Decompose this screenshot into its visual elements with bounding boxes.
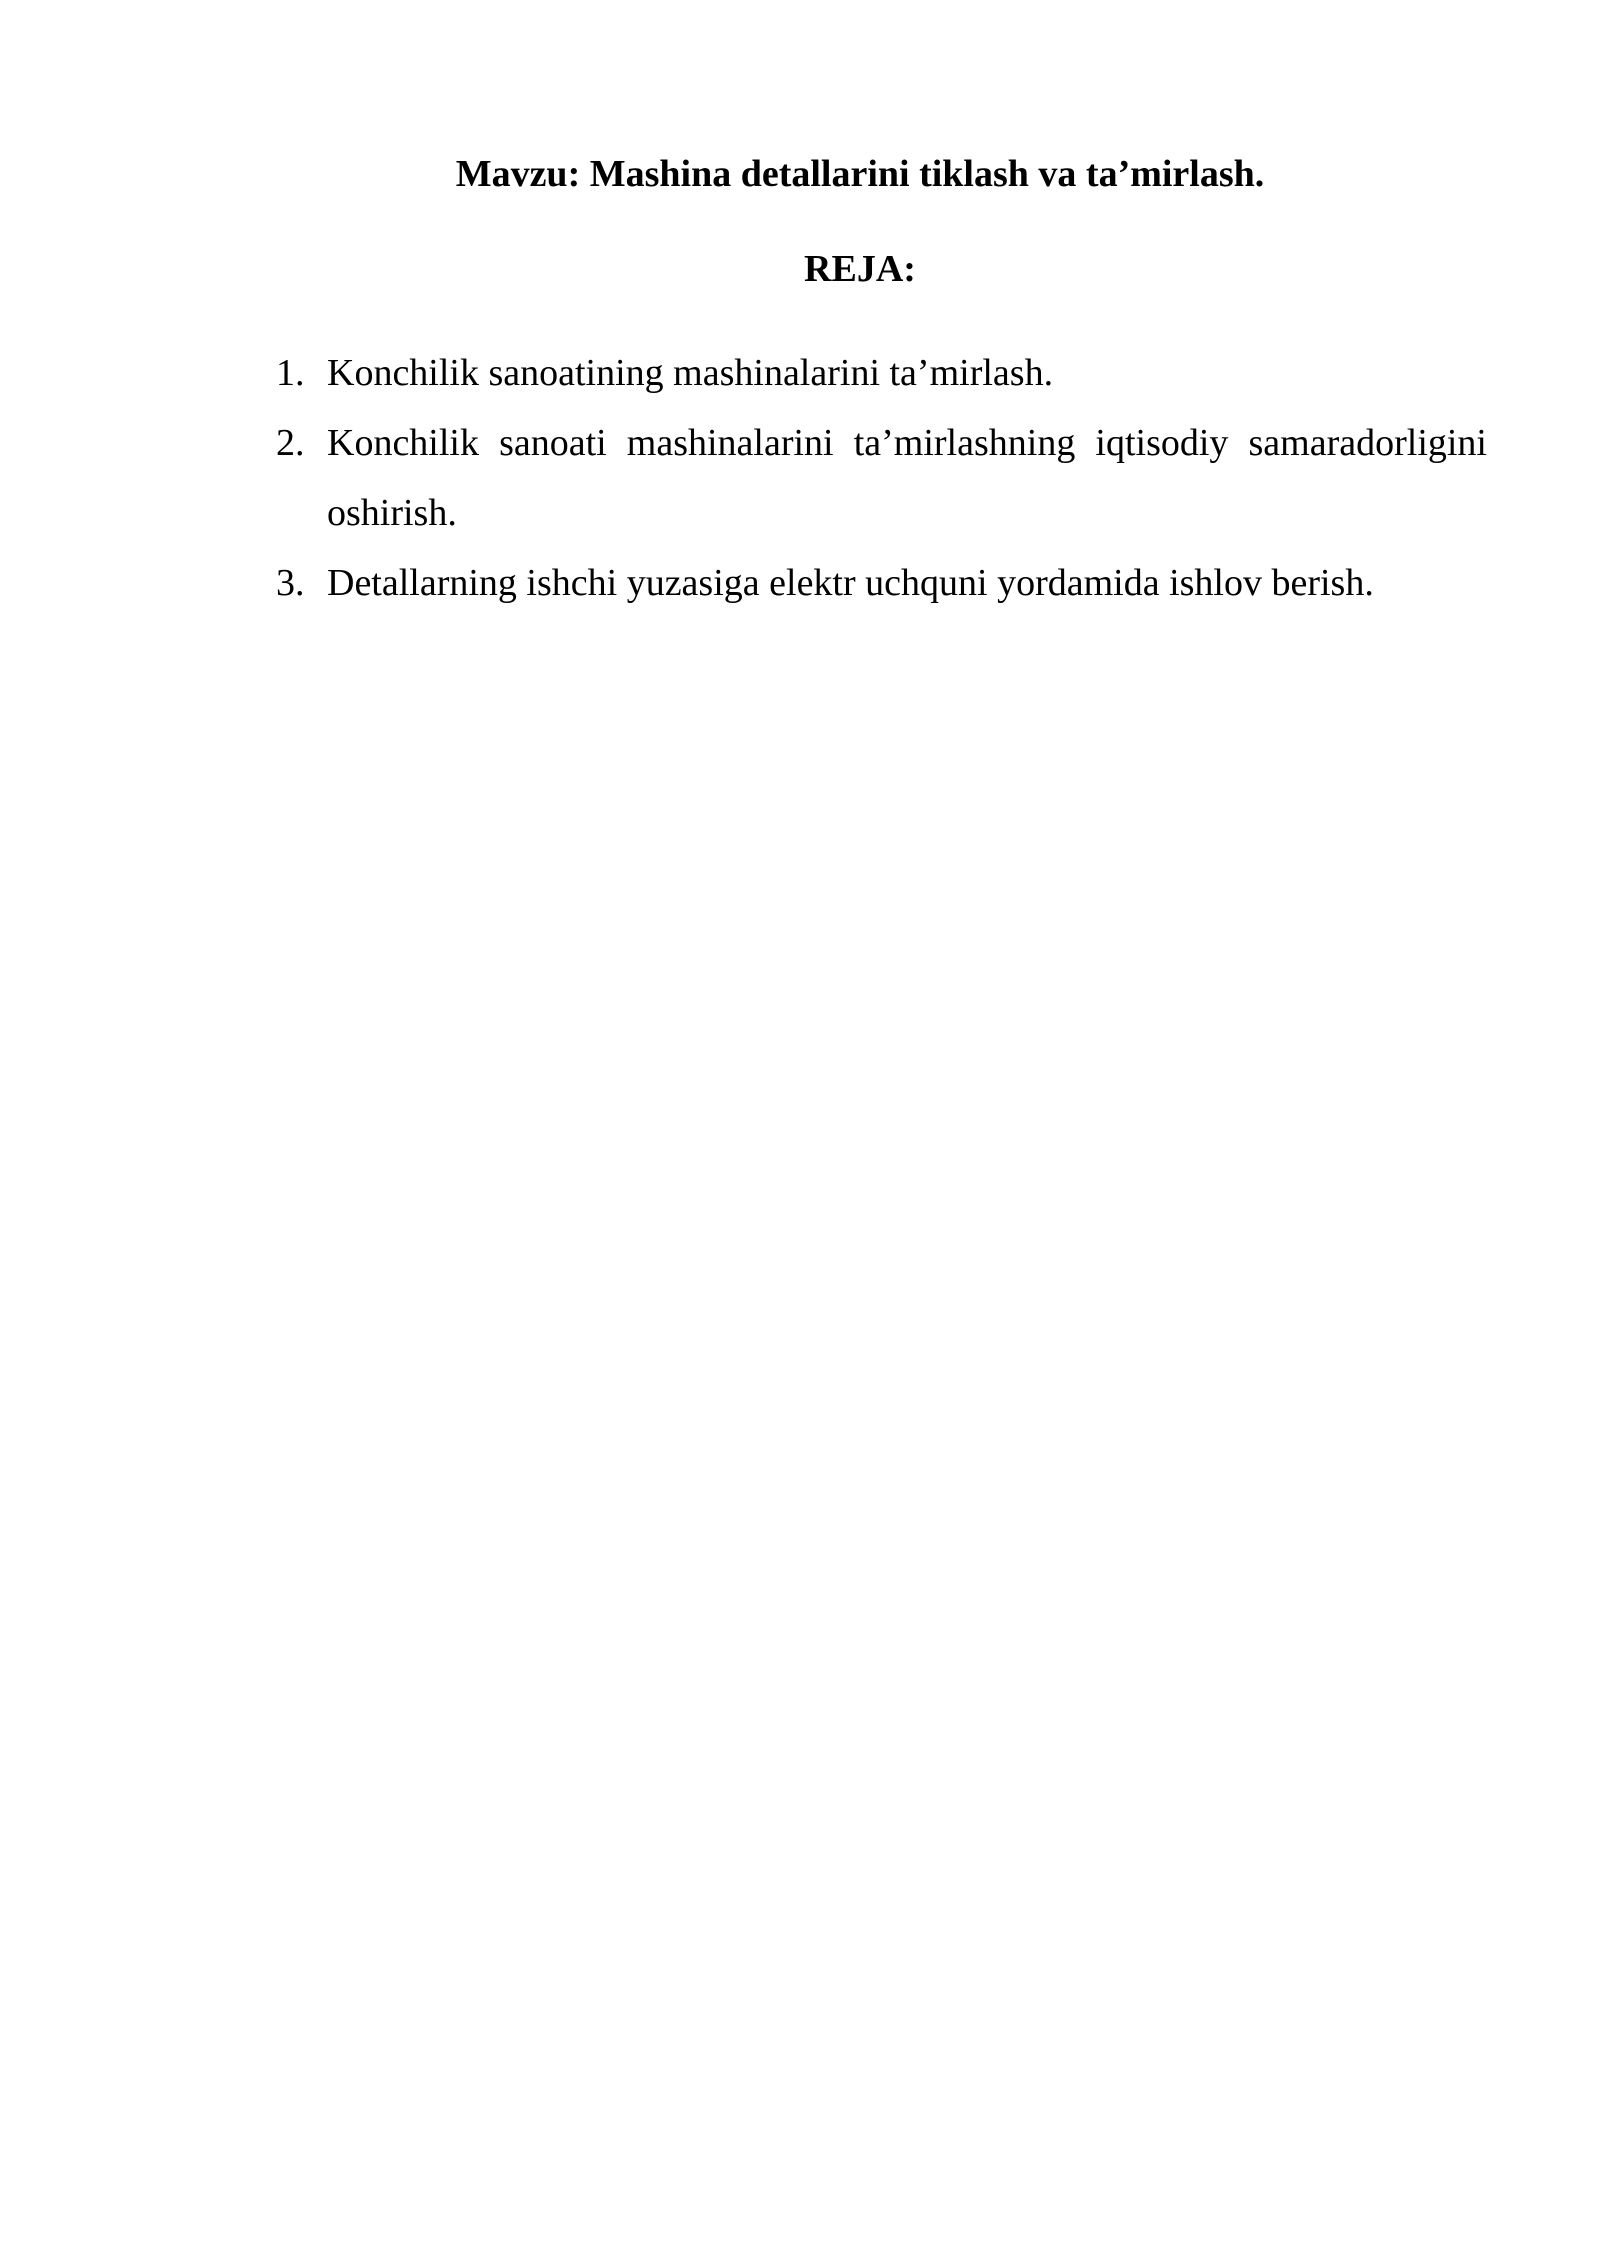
plan-item [276, 338, 1487, 408]
plan-item-text: Konchilik sanoati mashinalarini ta’mirlashning iqtisodiy samaradorligini oshirish. [327, 422, 1487, 534]
plan-item [276, 548, 1487, 618]
plan-item [276, 408, 1487, 548]
plan-heading: REJA: [804, 248, 916, 290]
plan-list [276, 338, 1487, 618]
plan-item-number: 2. [276, 422, 305, 464]
document-title: Mavzu: Mashina detallarini tiklash va ta’mirlash. [455, 153, 1265, 195]
plan-item-text: Detallarning ishchi yuzasiga elektr uchquni yordamida ishlov berish. [327, 562, 1374, 604]
plan-item-text: Konchilik sanoatining mashinalarini ta’mirlash. [327, 352, 1054, 394]
plan-item-number: 1. [276, 352, 305, 394]
plan-item-number: 3. [276, 562, 305, 604]
